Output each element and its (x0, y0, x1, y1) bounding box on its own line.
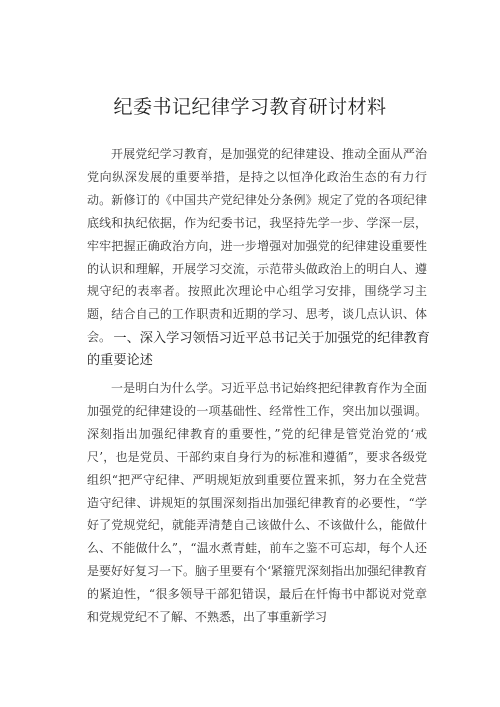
document-title: 纪委书记纪律学习教育研讨材料 (113, 96, 387, 118)
intro-paragraph: 开展党纪学习教育，是加强党的纪律建设、推动全面从严治党向纵深发展的重要举措，是持之以恒净化政治生态的有力行动。新修订的《中国共产党纪律处分条例》规定了党的各项纪律底线和执纪依据，作为纪委书记，我坚持先学一步、学深一层，牢牢把握正确政治方向，进一步增强对加强党的纪律建设重要性的认识和理解，开展学习交流，示范带头做政治上的明白人、遵规守纪的表率者。按照此次理论中心组学习安排，围绕学习主题，结合自己的工作职责和近期的学习、思考，谈几点认识、体会。 (87, 147, 427, 345)
section-paragraph: 一是明白为什么学。习近平总书记始终把纪律教育作为全面加强党的纪律建设的一项基础性、经常性工作，突出加以强调。深刻指出加强纪律教育的重要性，”党的纪律是管党治党的‘戒尺’，也是党员、干部约束自身行为的标准和遵循”，要求各级党组织“把严守纪律、严明规矩放到重要位置来抓，努力在全党营造守纪律、讲规矩的氛围深刻指出加强纪律教育的必要性，“学好了党规党纪，就能弄清楚自己该做什么、不该做什么，能做什么、不能做什么”，“温水煮青蛙，前车之鉴不可忘却，每个人还是要好好复习一下。脑子里要有个‘紧箍咒深刻指出加强纪律教育的紧迫性，“很多领导干部犯错误，最后在忏悔书中都说对党章和党规党纪不了解、不熟悉，出了事重新学习 (87, 381, 427, 625)
section-heading: 一、深入学习领悟习近平总书记关于加强党的纪律教育的重要论述 (87, 331, 430, 368)
